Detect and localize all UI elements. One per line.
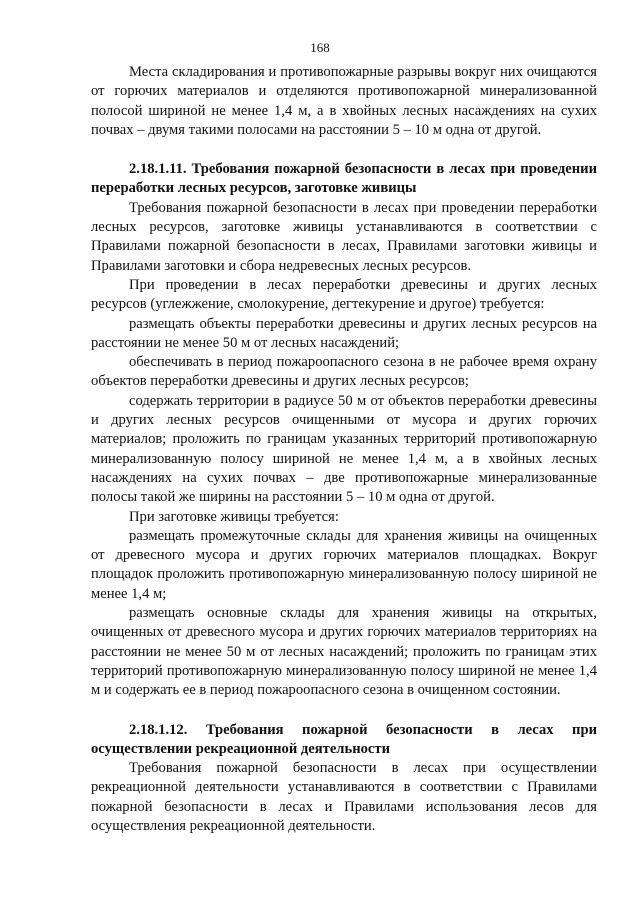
section-spacer [91,701,597,721]
list-item: содержать территории в радиусе 50 м от объектов переработки древесины и других лесных ресурсов очищенными от мусора и других горючих материалов; проложить по границам указанных территорий противопожарную минерализованную полосу шириной не менее 1,4 м, а в хвойных лесных насаждениях на сухих почвах – две противопожарные минерализованные полосы такой же ширины на расстоянии 5 – 10 м одна от другой. [91,392,597,506]
paragraph: При проведении в лесах переработки древесины и других лесных ресурсов (углежжение, смолокурение, дегтекурение и другое) требуется: [91,276,597,313]
list-item: размещать промежуточные склады для хранения живицы на очищенных от древесного мусора и других горючих материалов площадках. Вокруг площадок проложить противопожарную минерализованную полосу шириной не менее 1,4 м; [91,527,597,602]
paragraph: Требования пожарной безопасности в лесах при проведении переработки лесных ресурсов, заготовке живицы устанавливаются в соответствии с Правилами пожарной безопасности в лесах, Правилами заготовки живицы и Правилами заготовки и сбора недревесных лесных ресурсов. [91,199,597,274]
list-item: размещать основные склады для хранения живицы на открытых, очищенных от древесного мусора и других горючих материалов территориях на расстоянии не менее 50 м от лесных насаждений; проложить по границам этих территорий противопожарную минерализованную полосу шириной не менее 1,4 м и содержать ее в период пожароопасного сезона в очищенном состоянии. [91,605,597,699]
paragraph: Места складирования и противопожарные разрывы вокруг них очищаются от горючих материалов и отделяются противопожарной минерализованной полосой шириной не менее 1,4 м, а в хвойных лесных насаждениях на сухих почвах – двумя такими полосами на расстоянии 5 – 10 м одна от другой. [91,64,597,138]
paragraph: При заготовке живицы требуется: [129,508,339,525]
section-heading-2-18-1-11: 2.18.1.11. Требования пожарной безопасности в лесах при проведении переработки лесных ресурсов, заготовке живицы [91,161,597,197]
page-number: 168 [310,40,330,55]
section-spacer [91,140,597,160]
list-item: обеспечивать в период пожароопасного сезона в не рабочее время охрану объектов переработки древесины и других лесных ресурсов; [91,354,597,390]
page-content [91,63,597,836]
paragraph: Требования пожарной безопасности в лесах при осуществлении рекреационной деятельности устанавливаются в соответствии с Правилами пожарной безопасности в лесах и Правилами использования лесов для осуществления рекреационной деятельности. [91,760,597,834]
section-heading-2-18-1-12: 2.18.1.12. Требования пожарной безопасности в лесах при осуществлении рекреационной деятельности [91,721,597,757]
list-item: размещать объекты переработки древесины и других лесных ресурсов на расстоянии не менее 50 м от лесных насаждений; [91,315,597,351]
